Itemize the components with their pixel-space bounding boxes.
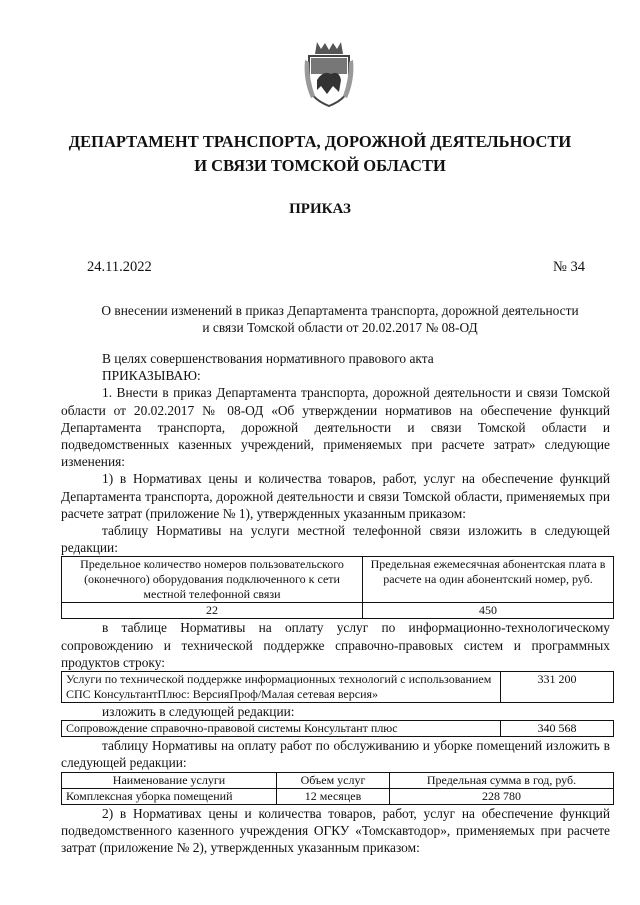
paragraph-phone-intro: таблицу Нормативы на услуги местной телефонной связи изложить в следующей редакции: [61, 523, 610, 556]
table-cell: Услуги по технической поддержке информационных технологий с использованием СПС КонсультантПлюс: ВерсияПроф/Малая сетевая версия» [62, 672, 501, 703]
order-subject [60, 302, 620, 336]
it-support-old-table [61, 671, 614, 703]
department-title-line2: И СВЯЗИ ТОМСКОЙ ОБЛАСТИ [194, 156, 446, 175]
table-header-cell: Предельная ежемесячная абонентская плата в расчете на один абонентский номер, руб. [363, 557, 614, 603]
order-word: ПРИКАЗЫВАЮ: [102, 368, 201, 384]
department-title-line1: ДЕПАРТАМЕНТ ТРАНСПОРТА, ДОРОЖНОЙ ДЕЯТЕЛЬНОСТИ [68, 132, 572, 151]
table-row [62, 721, 614, 737]
table-row [62, 603, 614, 619]
paragraph-1-1: 1) в Нормативах цены и количества товаров, работ, услуг на обеспечение функций Департамента транспорта, дорожной деятельности и связи Томской области, применяемых при расчете затрат (приложение № 1), утвержденных указанным приказом: [61, 471, 610, 521]
it-support-new-table [61, 720, 614, 737]
table-cell: Сопровождение справочно-правовой системы Консультант плюс [62, 721, 501, 737]
table-header-row [62, 557, 614, 603]
subject-line1: О внесении изменений в приказ Департамента транспорта, дорожной деятельности [101, 303, 579, 318]
table-cell: 12 месяцев [277, 788, 390, 804]
table-header-cell: Объем услуг [277, 772, 390, 788]
order-number: № 34 [553, 259, 585, 275]
subject-line2: и связи Томской области от 20.02.2017 № 08-ОД [202, 320, 478, 335]
order-date: 24.11.2022 [87, 259, 152, 275]
table-header-cell: Предельное количество номеров пользовательского (оконечного) оборудования подключенного к сети местной телефонной связи [62, 557, 363, 603]
preamble: В целях совершенствования нормативного правового акта [102, 351, 434, 366]
table-cell: 22 [62, 603, 363, 619]
doc-type: ПРИКАЗ [289, 201, 351, 217]
table-cell: 340 568 [501, 721, 614, 737]
paragraph-1-2: 2) в Нормативах цены и количества товаров, работ, услуг на обеспечение функций подведомственного казенного учреждения ОГКУ «Томскавтодор», применяемых при расчете затрат (приложение № 2), утвержденных указанным приказом: [61, 805, 610, 856]
table-header-row [62, 772, 614, 788]
paragraph-1: 1. Внести в приказ Департамента транспорта, дорожной деятельности и связи Томской области от 20.02.2017 № 08-ОД «Об утверждении нормативов на обеспечение функций Департамента транспорта, дорожной деятельности и связи Томской области и подведомственных казенных учреждений, применяемых при расчете затрат» следующие изменения: [61, 385, 610, 470]
paragraph-it-intro: в таблице Нормативы на оплату услуг по информационно-технологическому сопровождению и технической поддержке справочно-правовых систем и программных продуктов строку: [61, 620, 610, 670]
paragraph-cleaning-intro: таблицу Нормативы на оплату работ по обслуживанию и уборке помещений изложить в следующей редакции: [61, 738, 610, 771]
table-cell: 450 [363, 603, 614, 619]
table-cell: 331 200 [501, 672, 614, 703]
phone-norms-table [61, 556, 614, 619]
table-header-cell: Предельная сумма в год, руб. [390, 772, 614, 788]
coat-of-arms-icon [303, 40, 355, 110]
table-row [62, 672, 614, 703]
cleaning-norms-table [61, 772, 614, 805]
paragraph-it-new-intro: изложить в следующей редакции: [102, 704, 295, 720]
table-row [62, 788, 614, 804]
order-body [61, 350, 610, 856]
table-header-cell: Наименование услуги [62, 772, 277, 788]
table-cell: 228 780 [390, 788, 614, 804]
table-cell: Комплексная уборка помещений [62, 788, 277, 804]
